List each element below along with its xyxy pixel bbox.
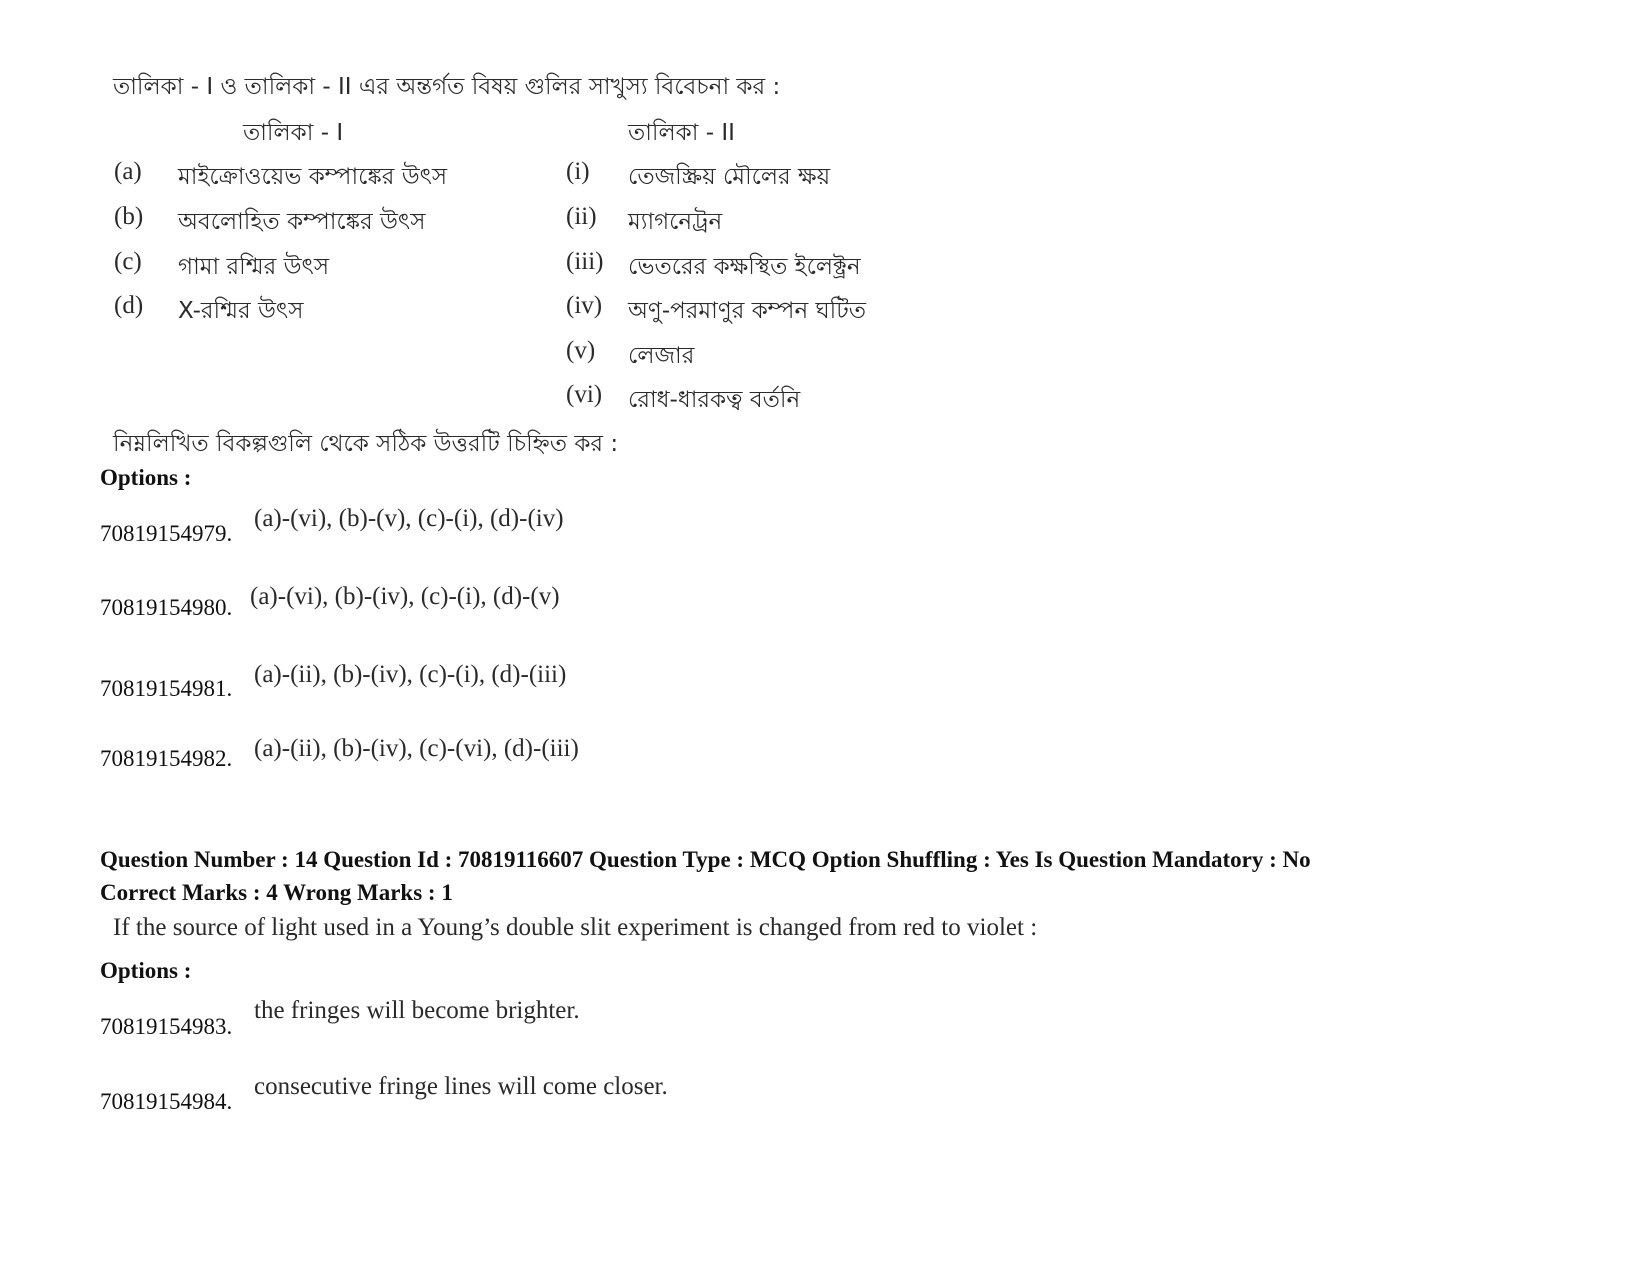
- list1-item: X-রশ্মির উৎস: [178, 298, 304, 324]
- option-text[interactable]: the fringes will become brighter.: [254, 997, 580, 1024]
- choose-prompt: নিম্নলিখিত বিকল্পগুলি থেকে সঠিক উত্তরটি চিহ্নিত কর :: [113, 431, 619, 457]
- list1-marker: (d): [114, 292, 144, 319]
- question-text: If the source of light used in a Young’s double slit experiment is changed from red to violet :: [113, 914, 1038, 941]
- list1-marker: (b): [114, 203, 144, 230]
- list2-item: রোধ-ধারকত্ব বর্তনি: [628, 387, 801, 413]
- list2-marker: (iii): [566, 248, 604, 275]
- option-id: 70819154979.: [100, 521, 233, 546]
- options-label: Options :: [100, 958, 192, 983]
- option-id: 70819154982.: [100, 746, 233, 771]
- list2-item: ভেতরের কক্ষস্থিত ইলেক্ট্রন: [628, 254, 861, 280]
- list2-marker: (ii): [566, 203, 597, 230]
- match-instruction: তালিকা - I ও তালিকা - II এর অন্তর্গত বিষয় গুলির সাখুস্য বিবেচনা কর :: [113, 74, 781, 100]
- option-text[interactable]: (a)-(vi), (b)-(v), (c)-(i), (d)-(iv): [254, 505, 564, 532]
- list2-marker: (iv): [566, 292, 603, 319]
- list1-marker: (c): [114, 248, 142, 275]
- list2-marker: (i): [566, 158, 590, 185]
- list2-item: তেজস্ক্রিয় মৌলের ক্ষয়: [628, 164, 831, 190]
- option-text[interactable]: (a)-(vi), (b)-(iv), (c)-(i), (d)-(v): [250, 583, 560, 610]
- list2-item: লেজার: [628, 343, 695, 369]
- list1-item: অবলোহিত কম্পাঙ্কের উৎস: [178, 209, 426, 235]
- question-meta-line2: Correct Marks : 4 Wrong Marks : 1: [100, 880, 453, 905]
- list2-header: তালিকা - II: [628, 120, 735, 146]
- list2-item: ম্যাগনেট্রন: [628, 209, 723, 235]
- option-text[interactable]: (a)-(ii), (b)-(iv), (c)-(i), (d)-(iii): [254, 661, 567, 688]
- option-id: 70819154980.: [100, 595, 233, 620]
- list1-header: তালিকা - I: [243, 120, 344, 146]
- list1-item: মাইক্রোওয়েভ কম্পাঙ্কের উৎস: [178, 164, 448, 190]
- question-meta-line1: Question Number : 14 Question Id : 70819116607 Question Type : MCQ Option Shuffling : Yes Is Question Mandatory : No: [100, 847, 1311, 872]
- option-text[interactable]: consecutive fringe lines will come closer.: [254, 1073, 668, 1100]
- list2-item: অণু-পরমাণুর কম্পন ঘটিত: [628, 298, 867, 324]
- option-id: 70819154983.: [100, 1014, 233, 1039]
- list2-marker: (v): [566, 337, 596, 364]
- options-label: Options :: [100, 465, 192, 490]
- option-id: 70819154981.: [100, 676, 233, 701]
- list1-marker: (a): [114, 158, 142, 185]
- option-text[interactable]: (a)-(ii), (b)-(iv), (c)-(vi), (d)-(iii): [254, 735, 579, 762]
- option-id: 70819154984.: [100, 1089, 233, 1114]
- list1-item: গামা রশ্মির উৎস: [178, 254, 330, 280]
- list2-marker: (vi): [566, 381, 603, 408]
